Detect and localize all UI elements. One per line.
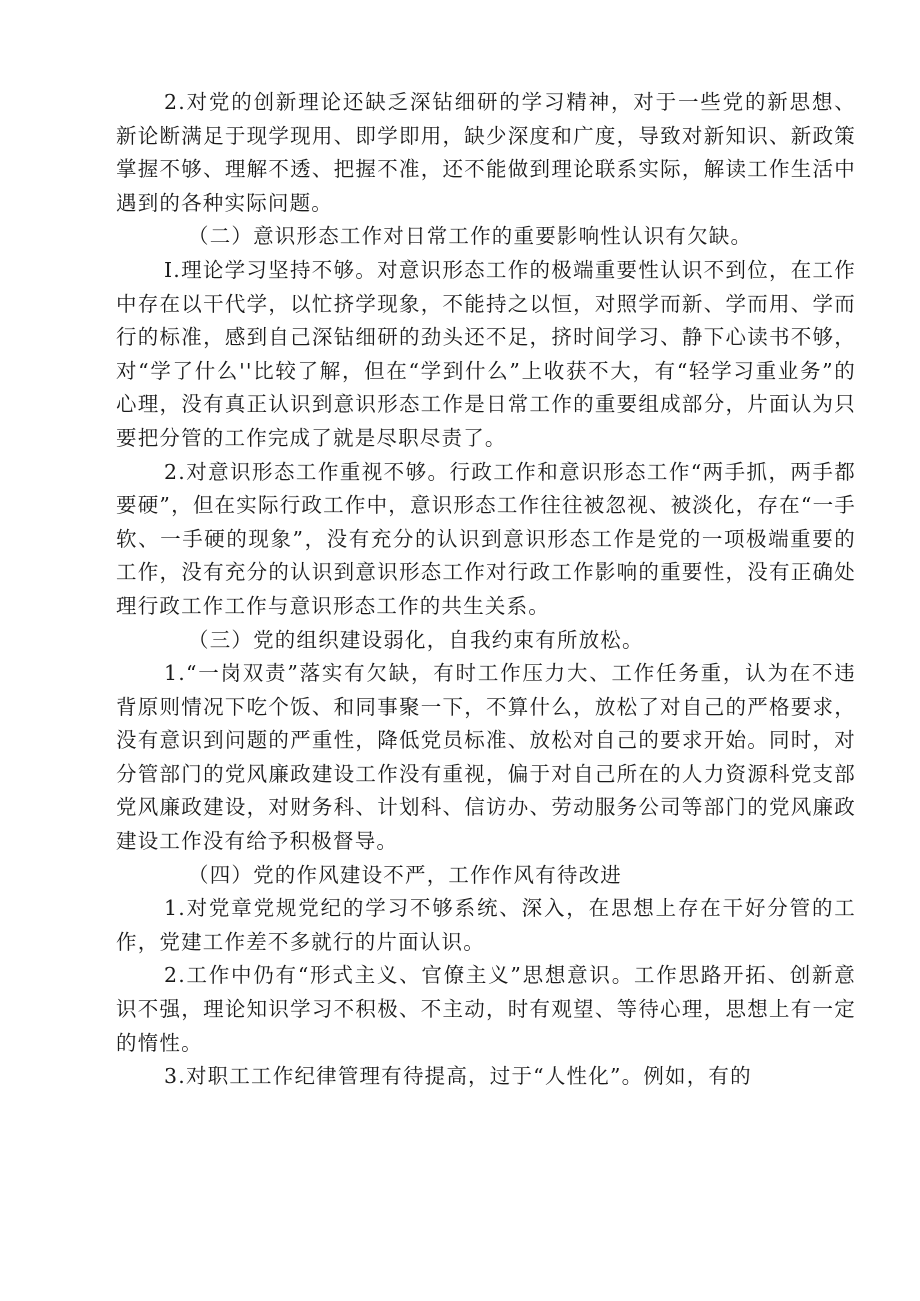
paragraph-item: 2.对党的创新理论还缺乏深钻细研的学习精神，对于一些党的新思想、新论断满足于现学现用、即学即用，缺少深度和广度，导致对新知识、新政策掌握不够、理解不透、把握不准，还不能做到理论联系实际，解读工作生活中遇到的各种实际问题。 xyxy=(116,90,856,215)
paragraph-item: 1.对党章党规党纪的学习不够系统、深入，在思想上存在干好分管的工作，党建工作差不多就行的片面认识。 xyxy=(116,896,856,954)
section-heading: （四）党的作风建设不严，工作作风有待改进 xyxy=(188,862,622,887)
paragraph-item: I.理论学习坚持不够。对意识形态工作的极端重要性认识不到位，在工作中存在以干代学，以忙挤学现象，不能持之以恒，对照学而新、学而用、学而行的标准，感到自己深钻细研的劲头还不足，挤时间学习、静下心读书不够，对“学了什么''比较了解，但在“学到什么”上收获不大，有“轻学习重业务”的心理，没有真正认识到意识形态工作是日常工作的重要组成部分，片面认为只要把分管的工作完成了就是尽职尽责了。 xyxy=(116,257,856,450)
paragraph-item: 1.“一岗双责”落实有欠缺，有时工作压力大、工作任务重，认为在不违背原则情况下吃个饭、和同事聚一下，不算什么，放松了对自己的严格要求，没有意识到问题的严重性，降低党员标准、放松对自己的要求开始。同时，对分管部门的党风廉政建设工作没有重视，偏于对自己所在的人力资源科党支部党风廉政建设，对财务科、计划科、信访办、劳动服务公司等部门的党风廉政建设工作没有给予积极督导。 xyxy=(116,661,856,854)
paragraph-item: 2.对意识形态工作重视不够。行政工作和意识形态工作“两手抓，两手都要硬”，但在实际行政工作中，意识形态工作往往被忽视、被淡化，存在“一手软、一手硬的现象”，没有充分的认识到意识形态工作是党的一项极端重要的工作，没有充分的认识到意识形态工作对行政工作影响的重要性，没有正确处理行政工作工作与意识形态工作的共生关系。 xyxy=(116,459,856,618)
section-heading: （三）党的组织建设弱化，自我约束有所放松。 xyxy=(188,627,644,652)
section-heading: （二）意识形态工作对日常工作的重要影响性认识有欠缺。 xyxy=(188,224,753,249)
paragraph-item: 2.工作中仍有“形式主义、官僚主义”思想意识。工作思路开拓、创新意识不强，理论知识学习不积极、不主动，时有观望、等待心理，思想上有一定的惰性。 xyxy=(116,963,856,1055)
document-body xyxy=(116,86,856,1094)
paragraph-item: 3.对职工工作纪律管理有待提高，过于“人性化”。例如，有的 xyxy=(164,1064,752,1089)
